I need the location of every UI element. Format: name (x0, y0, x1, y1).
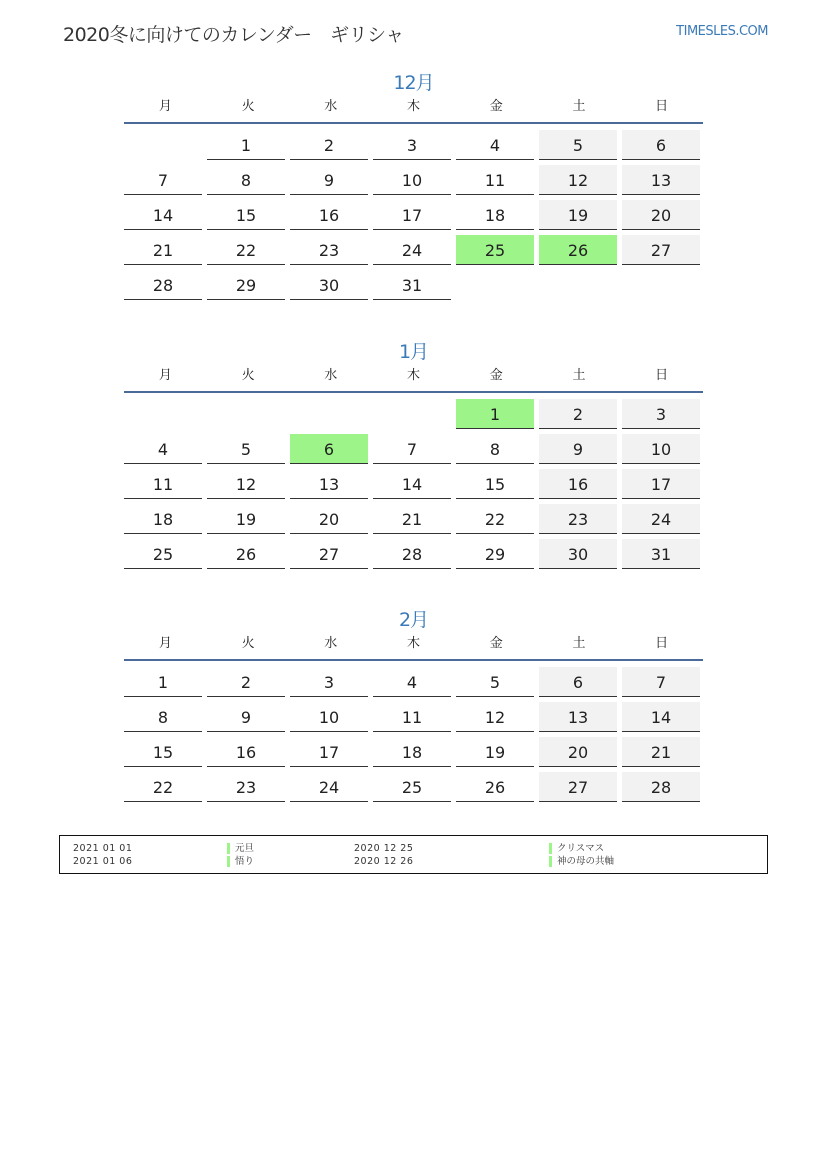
month-february (124, 605, 703, 802)
week-row (124, 667, 703, 697)
holiday-day-cell[interactable]: 6 (290, 434, 368, 464)
legend-row (60, 842, 767, 855)
weekday-label: 木 (407, 636, 421, 651)
day-cell[interactable]: 28 (124, 270, 202, 300)
week-row (124, 270, 703, 300)
month-title: 1月 (398, 341, 429, 363)
holiday-name: 神の母の共軸 (557, 856, 615, 867)
day-cell[interactable]: 4 (373, 667, 451, 697)
holiday-name: クリスマス (557, 843, 605, 854)
weekend-day-cell[interactable]: 3 (622, 399, 700, 429)
weekday-label: 水 (324, 368, 338, 383)
weekday-label: 土 (572, 99, 586, 114)
month-title: 2月 (398, 609, 429, 631)
weekend-day-cell[interactable]: 24 (622, 504, 700, 534)
week-row (124, 737, 703, 767)
holiday-day-cell[interactable]: 26 (539, 235, 617, 265)
weekend-day-cell[interactable]: 30 (539, 539, 617, 569)
month-title: 12月 (393, 72, 434, 94)
week-row (124, 772, 703, 802)
day-cell[interactable]: 5 (207, 434, 285, 464)
day-cell[interactable]: 2 (207, 667, 285, 697)
day-cell[interactable]: 8 (207, 165, 285, 195)
weekday-label: 月 (158, 368, 172, 383)
page-title: 2020冬に向けてのカレンダー ギリシャ (63, 24, 404, 46)
day-cell[interactable]: 19 (456, 737, 534, 767)
day-cell[interactable]: 4 (456, 130, 534, 160)
weekend-day-cell[interactable]: 19 (539, 200, 617, 230)
day-cell[interactable]: 20 (290, 504, 368, 534)
day-cell[interactable]: 22 (124, 772, 202, 802)
day-cell[interactable]: 5 (456, 667, 534, 697)
week-row (124, 504, 703, 534)
holiday-date: 2021 01 01 (73, 843, 133, 854)
weekend-day-cell[interactable]: 27 (622, 235, 700, 265)
day-cell[interactable]: 16 (290, 200, 368, 230)
empty-day-cell (124, 399, 202, 428)
day-cell[interactable]: 25 (373, 772, 451, 802)
day-cell[interactable]: 15 (456, 469, 534, 499)
weekend-day-cell[interactable]: 27 (539, 772, 617, 802)
weekday-label: 日 (655, 368, 669, 383)
holiday-date: 2020 12 25 (354, 843, 414, 854)
day-cell[interactable]: 4 (124, 434, 202, 464)
day-cell[interactable]: 12 (456, 702, 534, 732)
weekday-label: 火 (241, 99, 255, 114)
day-cell[interactable]: 17 (290, 737, 368, 767)
day-cell[interactable]: 18 (373, 737, 451, 767)
holiday-date: 2020 12 26 (354, 856, 414, 867)
empty-day-cell (622, 270, 700, 299)
week-row (124, 539, 703, 569)
weekend-day-cell[interactable]: 12 (539, 165, 617, 195)
week-row (124, 235, 703, 265)
day-cell[interactable]: 12 (207, 469, 285, 499)
day-cell[interactable]: 15 (124, 737, 202, 767)
weekday-label: 火 (241, 368, 255, 383)
weekend-day-cell[interactable]: 31 (622, 539, 700, 569)
legend-row (60, 855, 767, 868)
day-cell[interactable]: 25 (124, 539, 202, 569)
weekend-day-cell[interactable]: 21 (622, 737, 700, 767)
weekday-label: 火 (241, 636, 255, 651)
month-january (124, 337, 703, 569)
weekday-label: 日 (655, 636, 669, 651)
empty-day-cell (124, 130, 202, 159)
holiday-date: 2021 01 06 (73, 856, 133, 867)
day-cell[interactable]: 31 (373, 270, 451, 300)
day-cell[interactable]: 23 (290, 235, 368, 265)
day-cell[interactable]: 27 (290, 539, 368, 569)
day-cell[interactable]: 14 (373, 469, 451, 499)
weekday-label: 日 (655, 99, 669, 114)
day-cell[interactable]: 11 (124, 469, 202, 499)
weekend-day-cell[interactable]: 10 (622, 434, 700, 464)
weekday-label: 土 (572, 636, 586, 651)
day-cell[interactable]: 10 (290, 702, 368, 732)
weekday-label: 水 (324, 99, 338, 114)
day-cell[interactable]: 18 (124, 504, 202, 534)
weekend-day-cell[interactable]: 6 (539, 667, 617, 697)
day-cell[interactable]: 2 (290, 130, 368, 160)
holiday-name: 悟り (235, 856, 255, 867)
week-row (124, 434, 703, 464)
weekend-day-cell[interactable]: 16 (539, 469, 617, 499)
day-cell[interactable]: 26 (207, 539, 285, 569)
weekday-label: 木 (407, 368, 421, 383)
weekend-day-cell[interactable]: 5 (539, 130, 617, 160)
day-cell[interactable]: 10 (373, 165, 451, 195)
holiday-color-marker (227, 856, 230, 867)
day-cell[interactable]: 26 (456, 772, 534, 802)
day-cell[interactable]: 3 (290, 667, 368, 697)
day-cell[interactable]: 14 (124, 200, 202, 230)
empty-day-cell (290, 399, 368, 428)
day-cell[interactable]: 7 (124, 165, 202, 195)
week-row (124, 399, 703, 429)
day-cell[interactable]: 23 (207, 772, 285, 802)
site-link[interactable]: TIMESLES.COM (676, 24, 768, 39)
holiday-color-marker (549, 843, 552, 854)
weekday-label: 水 (324, 636, 338, 651)
day-cell[interactable]: 13 (290, 469, 368, 499)
weekend-day-cell[interactable]: 17 (622, 469, 700, 499)
weekend-day-cell[interactable]: 7 (622, 667, 700, 697)
day-cell[interactable]: 15 (207, 200, 285, 230)
day-cell[interactable]: 1 (207, 130, 285, 160)
week-row (124, 165, 703, 195)
holiday-day-cell[interactable]: 25 (456, 235, 534, 265)
empty-day-cell (539, 270, 617, 299)
day-cell[interactable]: 1 (124, 667, 202, 697)
weekday-header (124, 367, 703, 393)
empty-day-cell (207, 399, 285, 428)
day-cell[interactable]: 3 (373, 130, 451, 160)
weekend-day-cell[interactable]: 2 (539, 399, 617, 429)
day-cell[interactable]: 22 (456, 504, 534, 534)
weekend-day-cell[interactable]: 13 (622, 165, 700, 195)
weekend-day-cell[interactable]: 28 (622, 772, 700, 802)
day-cell[interactable]: 22 (207, 235, 285, 265)
holiday-legend (59, 835, 768, 874)
day-cell[interactable]: 29 (207, 270, 285, 300)
weekday-label: 土 (572, 368, 586, 383)
week-row (124, 702, 703, 732)
holiday-name: 元旦 (235, 843, 255, 854)
weekday-label: 月 (158, 636, 172, 651)
holiday-color-marker (549, 856, 552, 867)
week-row (124, 200, 703, 230)
month-december (124, 68, 703, 300)
weekday-header (124, 98, 703, 124)
day-cell[interactable]: 29 (456, 539, 534, 569)
weekday-label: 金 (489, 636, 503, 651)
day-cell[interactable]: 28 (373, 539, 451, 569)
day-cell[interactable]: 30 (290, 270, 368, 300)
empty-day-cell (373, 399, 451, 428)
day-cell[interactable]: 8 (124, 702, 202, 732)
weekend-day-cell[interactable]: 14 (622, 702, 700, 732)
empty-day-cell (456, 270, 534, 299)
day-cell[interactable]: 24 (373, 235, 451, 265)
weekend-day-cell[interactable]: 13 (539, 702, 617, 732)
weekend-day-cell[interactable]: 9 (539, 434, 617, 464)
day-cell[interactable]: 9 (290, 165, 368, 195)
weekday-label: 金 (489, 99, 503, 114)
day-cell[interactable]: 19 (207, 504, 285, 534)
week-row (124, 469, 703, 499)
day-cell[interactable]: 11 (373, 702, 451, 732)
holiday-color-marker (227, 843, 230, 854)
day-cell[interactable]: 17 (373, 200, 451, 230)
weekday-label: 木 (407, 99, 421, 114)
day-cell[interactable]: 9 (207, 702, 285, 732)
day-cell[interactable]: 8 (456, 434, 534, 464)
weekend-day-cell[interactable]: 20 (539, 737, 617, 767)
day-cell[interactable]: 24 (290, 772, 368, 802)
day-cell[interactable]: 7 (373, 434, 451, 464)
day-cell[interactable]: 21 (124, 235, 202, 265)
weekend-day-cell[interactable]: 23 (539, 504, 617, 534)
day-cell[interactable]: 11 (456, 165, 534, 195)
weekday-label: 月 (158, 99, 172, 114)
weekend-day-cell[interactable]: 6 (622, 130, 700, 160)
day-cell[interactable]: 18 (456, 200, 534, 230)
weekday-label: 金 (489, 368, 503, 383)
weekend-day-cell[interactable]: 20 (622, 200, 700, 230)
holiday-day-cell[interactable]: 1 (456, 399, 534, 429)
day-cell[interactable]: 16 (207, 737, 285, 767)
weekday-header (124, 635, 703, 661)
day-cell[interactable]: 21 (373, 504, 451, 534)
week-row (124, 130, 703, 160)
